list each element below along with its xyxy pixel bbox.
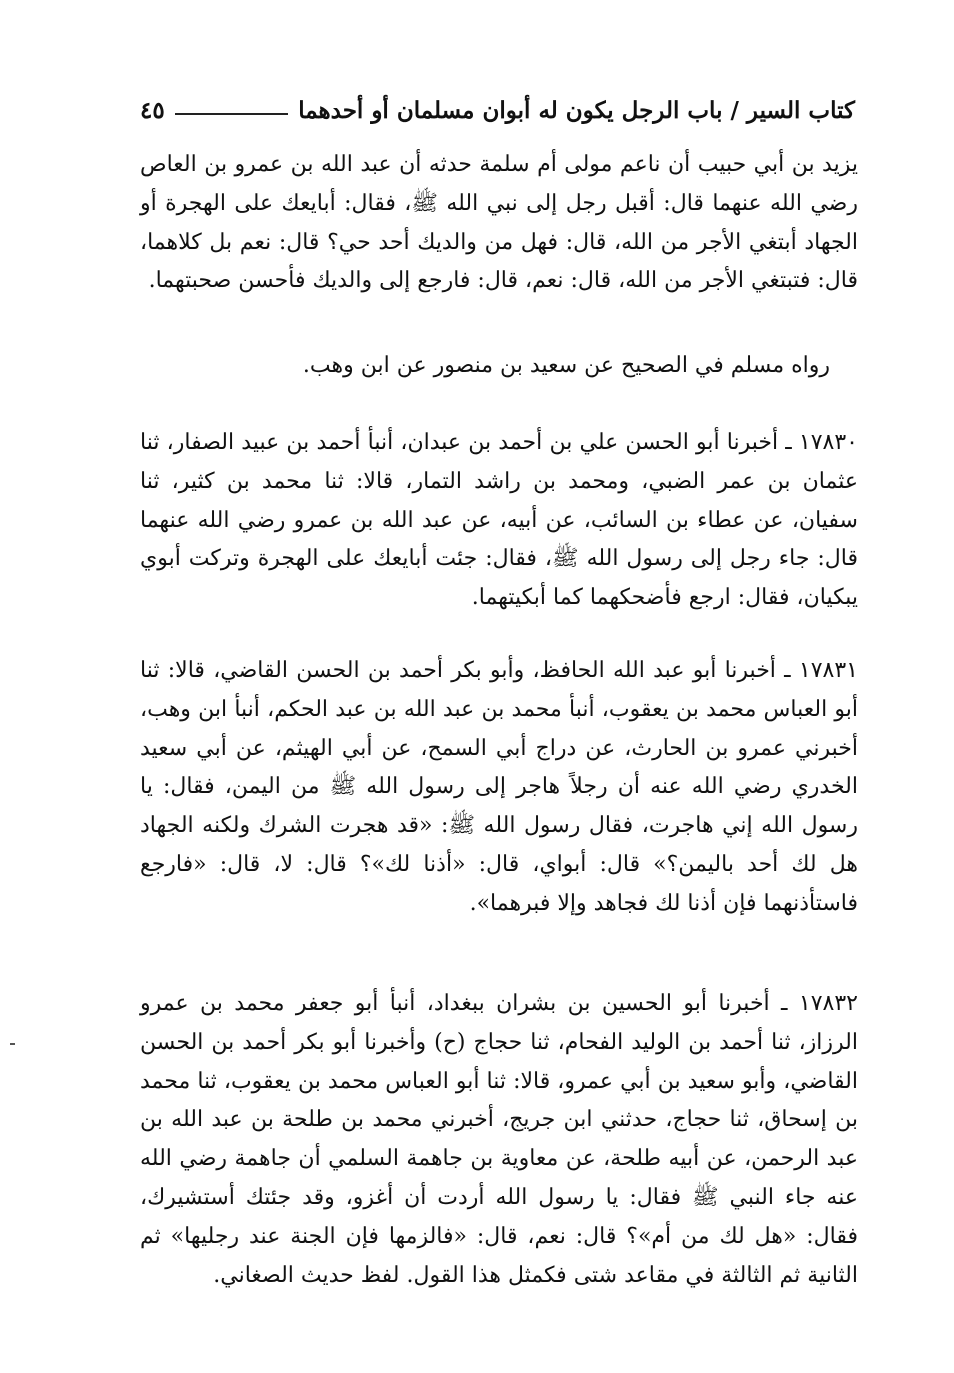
running-title: كتاب السير / باب الرجل يكون له أبوان مسلمان أو أحدهما <box>298 96 855 124</box>
paragraph-attribution: رواه مسلم في الصحيح عن سعيد بن منصور عن ابن وهب. <box>302 353 830 378</box>
paragraph-hadith-17830: ١٧٨٣٠ ـ أخبرنا أبو الحسن علي بن أحمد بن عبدان، أنبأ أحمد بن عبيد الصفار، ثنا عثمان بن عمر الضبي، ومحمد بن راشد التمار، قالا: ثنا محمد بن كثير، ثنا سفيان، عن عطاء بن السائب، عن أبيه، عن عبد الله بن عمرو رضي الله عنهما قال: جاء رجل إلى رسول الله ﷺ، فقال: جئت أبايعك على الهجرة وتركت أبوي يبكيان، فقال: ارجع فأضحكهما كما أبكيتهما. <box>140 430 858 611</box>
paragraph-hadith-17831: ١٧٨٣١ ـ أخبرنا أبو عبد الله الحافظ، وأبو بكر أحمد بن الحسن القاضي، قالا: ثنا أبو العباس محمد بن يعقوب، أنبأ محمد بن عبد الله بن عبد الحكم، أنبأ ابن وهب، أخبرني عمرو بن الحارث، عن دراج أبي السمح، عن أبي الهيثم، عن أبي سعيد الخدري رضي الله عنه أن رجلاً هاجر إلى رسول الله ﷺ من اليمن، فقال: يا رسول الله إني هاجرت، فقال رسول الله ﷺ: «قد هجرت الشرك ولكنه الجهاد هل لك أحد باليمن؟» قال: أبواي، قال: «أذنا لك»؟ قال: لا، قال: «فارجع فاستأذنهما فإن أذنا لك فجاهد وإلا فبرهما». <box>140 658 858 916</box>
margin-mark <box>10 1043 15 1045</box>
paragraph-hadith-17832: ١٧٨٣٢ ـ أخبرنا أبو الحسين بن بشران ببغداد، أنبأ أبو جعفر محمد بن عمرو الرزاز، ثنا أحمد بن الوليد الفحام، ثنا حجاج (ح) وأخبرنا أبو بكر أحمد بن الحسن القاضي، وأبو سعيد بن أبي عمرو، قالا: ثنا أبو العباس محمد بن يعقوب، ثنا محمد بن إسحاق، ثنا حجاج، حدثني ابن جريج، أخبرني محمد بن طلحة بن عبد الله بن عبد الرحمن، عن أبيه طلحة، عن معاوية بن جاهمة السلمي أن جاهمة رضي الله عنه جاء النبي ﷺ فقال: يا رسول الله أردت أن أغزو، وقد جئتك أستشيرك، فقال: «هل لك من أم»؟ قال: نعم، قال: «فالزمها فإن الجنة عند رجليها» ثم الثانية ثم الثالثة في مقاعد شتى فكمثل هذا القول. لفظ حديث الصغاني. <box>140 991 858 1288</box>
paragraph-continuation: يزيد بن أبي حبيب أن ناعم مولى أم سلمة حدثه أن عبد الله بن عمرو بن العاص رضي الله عنهما قال: أقبل رجل إلى نبي الله ﷺ، فقال: أبايعك على الهجرة أو الجهاد أبتغي الأجر من الله، قال: فهل من والديك أحد حي؟ قال: نعم بل كلاهما، قال: فتبتغي الأجر من الله، قال: نعم، قال: فارجع إلى والديك فأحسن صحبتهما. <box>140 152 858 294</box>
header-rule <box>175 113 288 115</box>
page-number: ٤٥ <box>140 96 165 124</box>
page-header <box>140 90 855 130</box>
